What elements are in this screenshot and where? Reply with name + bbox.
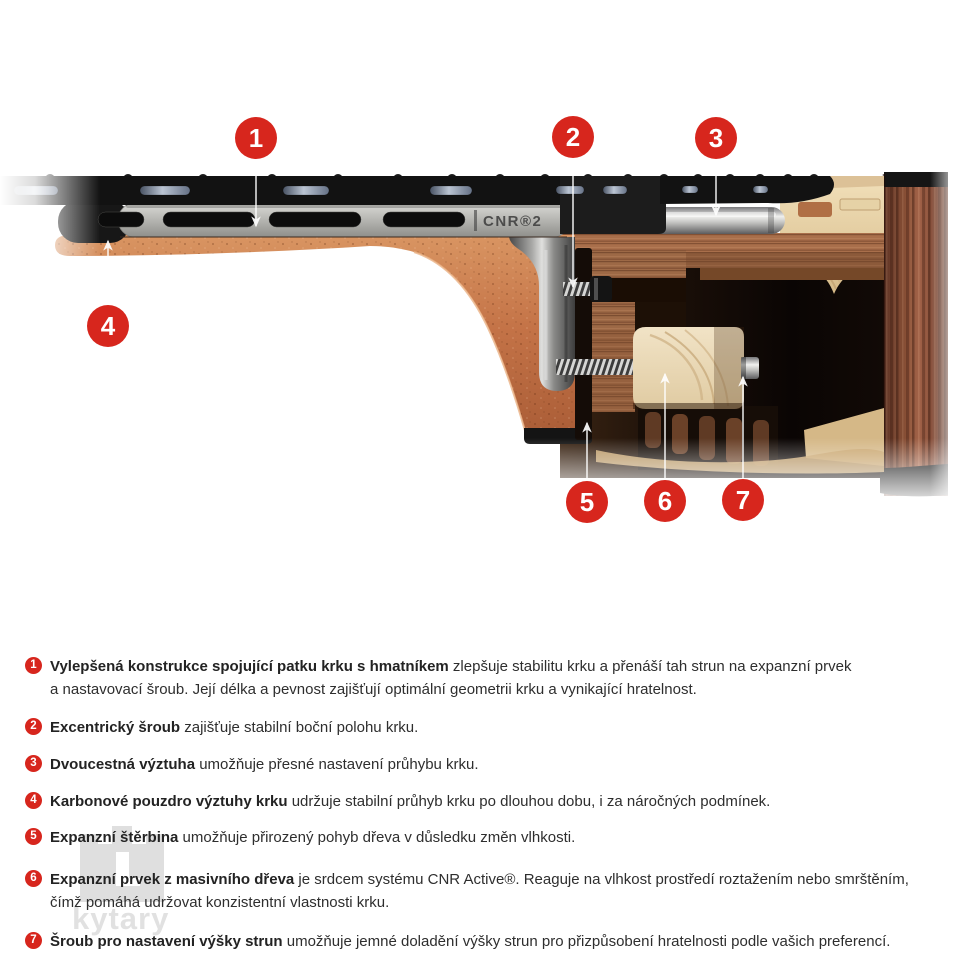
legend-item-3 bbox=[25, 753, 941, 776]
legend-item-7 bbox=[25, 930, 941, 953]
legend-rest-6: je srdcem systému CNR Active®. Reaguje na vlhkost prostředí roztažením nebo smrštěním, bbox=[294, 871, 909, 888]
legend-bold-7: Šroub pro nastavení výšky strun bbox=[50, 933, 283, 950]
legend-text-1 bbox=[50, 655, 852, 701]
legend-rest-3: umožňuje přesné nastavení průhybu krku. bbox=[195, 756, 479, 773]
legend-text-2 bbox=[50, 716, 418, 739]
legend-text-7 bbox=[50, 930, 890, 953]
cnr-engraving: CNR®2 bbox=[483, 213, 543, 230]
legend-rest-2: zajišťuje stabilní boční polohu krku. bbox=[180, 719, 419, 736]
legend-rest-7: umožňuje jemné doladění výšky strun pro přizpůsobení hratelnosti podle vašich preferencí. bbox=[282, 933, 891, 950]
legend-text-4 bbox=[50, 790, 770, 813]
legend-text-5 bbox=[50, 826, 575, 849]
legend-item-5 bbox=[25, 826, 941, 849]
kytary-watermark-label: kytary bbox=[72, 901, 170, 936]
legend-bold-6: Expanzní prvek z masivního dřeva bbox=[50, 871, 295, 888]
legend-item-1 bbox=[25, 655, 941, 701]
legend-bold-2: Excentrický šroub bbox=[50, 719, 181, 736]
legend-rest2-1: a nastavovací šroub. Její délka a pevnost zajišťují optimální geometrii krku a vynikající hratelnost. bbox=[50, 681, 697, 698]
legend-bold-3: Dvoucestná výztuha bbox=[50, 756, 196, 773]
callout-3-number: 3 bbox=[708, 123, 724, 153]
legend-item-2 bbox=[25, 716, 941, 739]
callout-4-number: 4 bbox=[100, 311, 116, 341]
legend-bold-5: Expanzní štěrbina bbox=[50, 829, 179, 846]
legend-rest2-6: čímž pomáhá udržovat konzistentní vlastnosti krku. bbox=[50, 894, 390, 911]
legend-bullet-4: 4 bbox=[25, 792, 42, 809]
callout-6-number: 6 bbox=[657, 486, 673, 516]
legend-rest-5: umožňuje přirozený pohyb dřeva v důsledku změn vlhkosti. bbox=[178, 829, 576, 846]
legend-bullet-6: 6 bbox=[25, 870, 42, 887]
legend-rest-4: udržuje stabilní průhyb krku po dlouhou dobu, i za náročných podmínek. bbox=[287, 793, 771, 810]
legend-bullet-7: 7 bbox=[25, 932, 42, 949]
legend-text-6 bbox=[50, 868, 909, 914]
legend-bold-4: Karbonové pouzdro výztuhy krku bbox=[50, 793, 288, 810]
callout-7-number: 7 bbox=[735, 485, 751, 515]
legend-item-6 bbox=[25, 868, 941, 914]
legend-bullet-5: 5 bbox=[25, 828, 42, 845]
legend-rest-1: zlepšuje stabilitu krku a přenáší tah strun na expanzní prvek bbox=[448, 658, 852, 675]
callout-5-number: 5 bbox=[579, 487, 595, 517]
legend-text-3 bbox=[50, 753, 479, 776]
legend-item-4 bbox=[25, 790, 941, 813]
legend-bullet-3: 3 bbox=[25, 755, 42, 772]
callout-1-number: 1 bbox=[248, 123, 264, 153]
legend-bold-1: Vylepšená konstrukce spojující patku krku s hmatníkem bbox=[50, 658, 449, 675]
legend-bullet-1: 1 bbox=[25, 657, 42, 674]
callout-2-number: 2 bbox=[565, 122, 581, 152]
legend-bullet-2: 2 bbox=[25, 718, 42, 735]
